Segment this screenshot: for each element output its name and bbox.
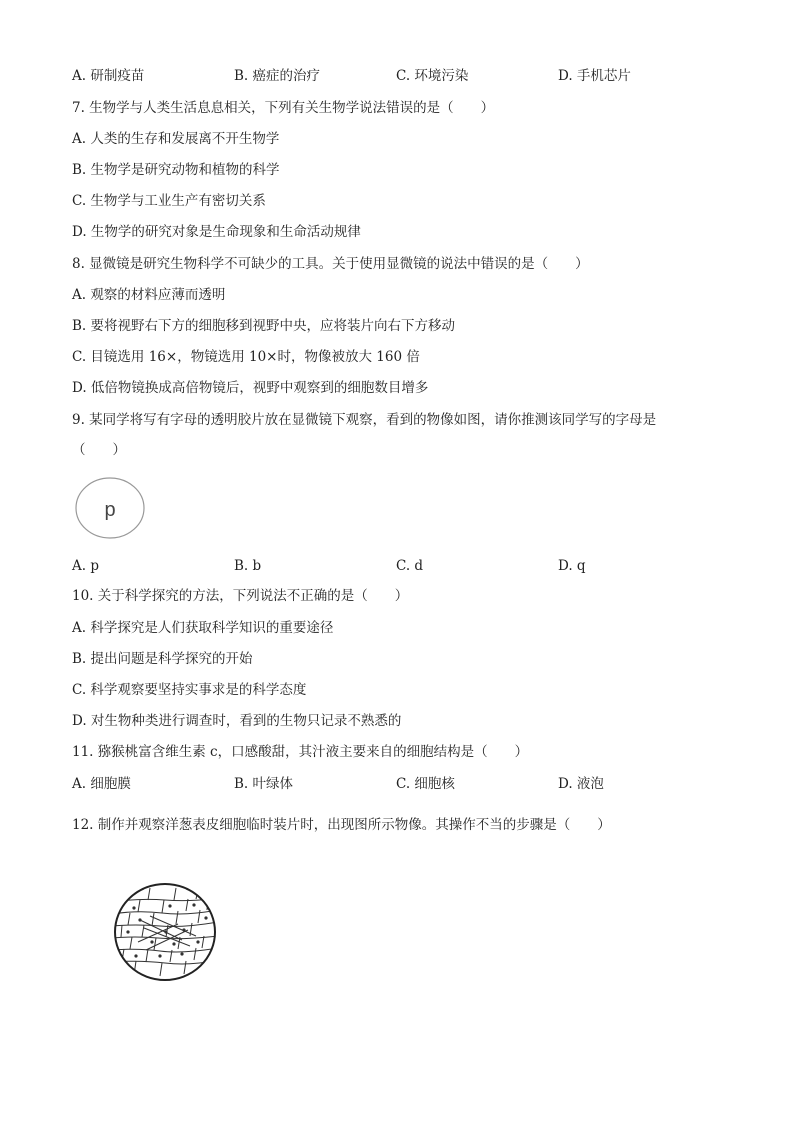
q8-option-a: A. 观察的材料应薄而透明 xyxy=(72,287,226,303)
q6-option-c: C. 环境污染 xyxy=(396,68,469,84)
q10-option-c: C. 科学观察要坚持实事求是的科学态度 xyxy=(72,682,307,698)
q12-stem: 12. 制作并观察洋葱表皮细胞临时装片时，出现图所示物像。其操作不当的步骤是（ ） xyxy=(72,817,611,833)
q9-microscope-view-figure xyxy=(74,476,146,540)
q7-option-c: C. 生物学与工业生产有密切关系 xyxy=(72,193,266,209)
q9-option-c: C. d xyxy=(396,558,424,574)
q6-option-d: D. 手机芯片 xyxy=(558,68,631,84)
q7-option-a: A. 人类的生存和发展离不开生物学 xyxy=(72,131,280,147)
q9-option-b: B. b xyxy=(234,558,262,574)
q6-option-b: B. 癌症的治疗 xyxy=(234,68,321,84)
q7-stem: 7. 生物学与人类生活息息相关，下列有关生物学说法错误的是（ ） xyxy=(72,100,495,116)
q8-option-c: C. 目镜选用 16×，物镜选用 10×时，物像被放大 160 倍 xyxy=(72,349,420,365)
q11-option-d: D. 液泡 xyxy=(558,776,604,792)
q6-option-a: A. 研制疫苗 xyxy=(72,68,145,84)
q9-stem-cont: （ ） xyxy=(72,442,126,458)
q8-stem: 8. 显微镜是研究生物科学不可缺少的工具。关于使用显微镜的说法中错误的是（ ） xyxy=(72,256,589,272)
q10-stem: 10. 关于科学探究的方法，下列说法不正确的是（ ） xyxy=(72,588,409,604)
q10-option-a: A. 科学探究是人们获取科学知识的重要途径 xyxy=(72,620,334,636)
q7-option-d: D. 生物学的研究对象是生命现象和生命活动规律 xyxy=(72,224,361,240)
q11-stem: 11. 猕猴桃富含维生素 c，口感酸甜，其汁液主要来自的细胞结构是（ ） xyxy=(72,744,529,760)
q9-stem: 9. 某同学将写有字母的透明胶片放在显微镜下观察，看到的物像如图，请你推测该同学写的字母是 xyxy=(72,412,657,428)
q11-option-a: A. 细胞膜 xyxy=(72,776,131,792)
q7-option-b: B. 生物学是研究动物和植物的科学 xyxy=(72,162,280,178)
q11-option-b: B. 叶绿体 xyxy=(234,776,294,792)
q11-option-c: C. 细胞核 xyxy=(396,776,455,792)
q12-onion-cells-figure xyxy=(110,880,220,984)
q9-option-a: A. p xyxy=(72,558,99,574)
figure-letter: p xyxy=(104,499,116,521)
q8-option-b: B. 要将视野右下方的细胞移到视野中央，应将装片向右下方移动 xyxy=(72,318,456,334)
q10-option-d: D. 对生物种类进行调查时，看到的生物只记录不熟悉的 xyxy=(72,713,402,729)
q9-option-d: D. q xyxy=(558,558,586,574)
q8-option-d: D. 低倍物镜换成高倍物镜后，视野中观察到的细胞数目增多 xyxy=(72,380,429,396)
q10-option-b: B. 提出问题是科学探究的开始 xyxy=(72,651,253,667)
